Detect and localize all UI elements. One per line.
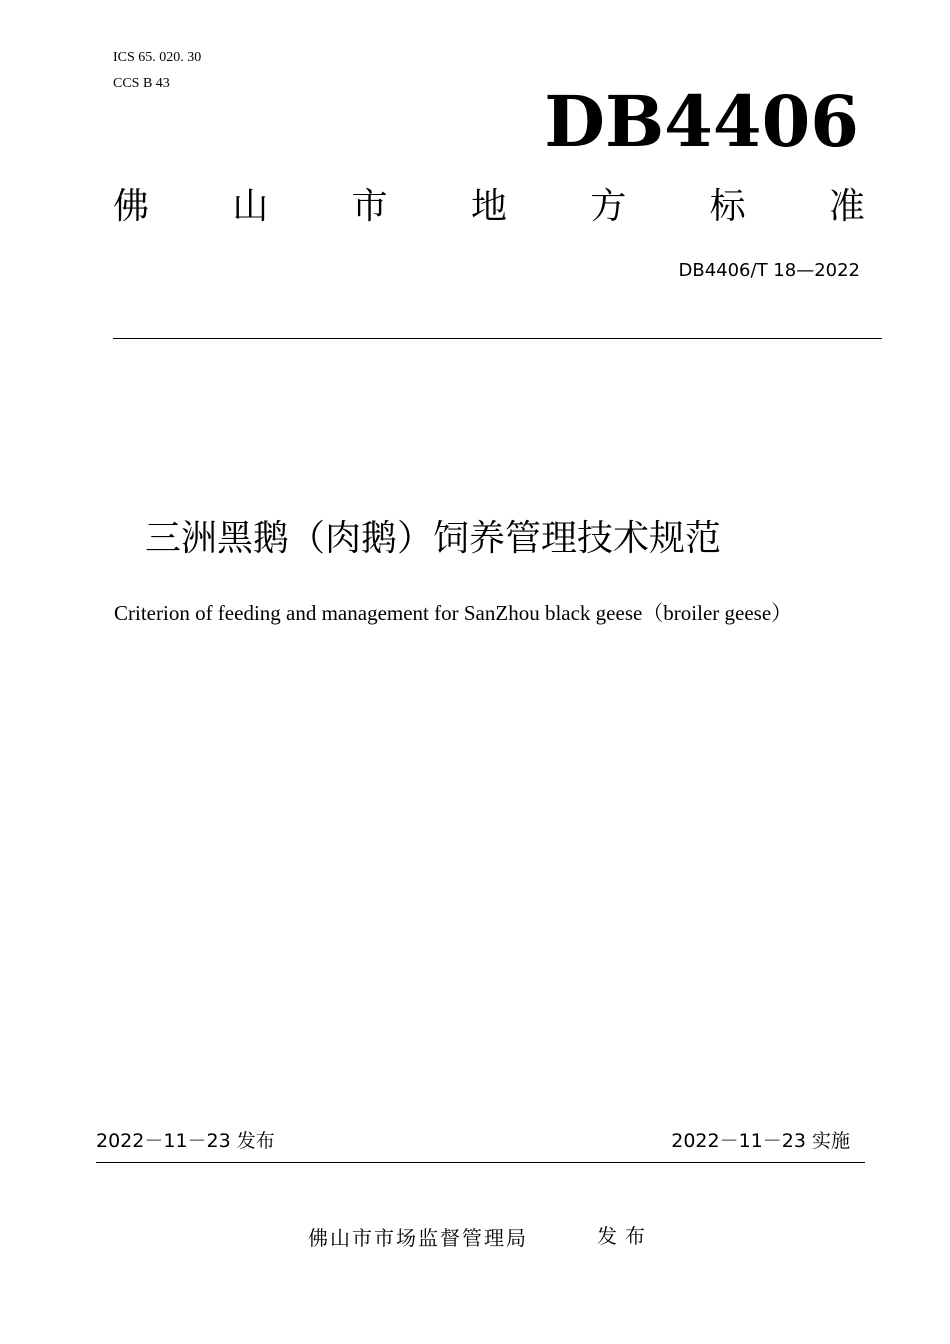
ics-code: ICS 65. 020. 30 — [113, 50, 202, 65]
standard-type-char: 市 — [351, 186, 388, 227]
standard-type-char: 山 — [232, 186, 269, 227]
title-chinese: 三洲黑鹅（肉鹅）饲养管理技术规范 — [145, 518, 722, 559]
issue-date: 2022－11－23 发布 — [96, 1130, 275, 1152]
standard-type-char: 准 — [828, 186, 865, 227]
title-english: Criterion of feeding and management for SanZhou black geese（broiler geese） — [114, 601, 793, 625]
standard-type-char: 标 — [709, 186, 746, 227]
standard-type-char: 地 — [470, 186, 507, 227]
standard-type-char: 佛 — [113, 186, 150, 227]
ccs-code: CCS B 43 — [113, 76, 170, 91]
publisher: 佛山市市场监督管理局 — [308, 1226, 528, 1250]
standard-type — [113, 185, 865, 229]
bottom-divider — [96, 1162, 865, 1163]
top-divider — [113, 338, 882, 339]
standard-type-char: 方 — [590, 186, 627, 227]
publish-label: 发布 — [597, 1224, 653, 1248]
standard-number: DB4406/T 18—2022 — [678, 260, 860, 281]
db-mark: DB4406 — [544, 80, 859, 163]
implementation-date: 2022－11－23 实施 — [671, 1130, 850, 1152]
